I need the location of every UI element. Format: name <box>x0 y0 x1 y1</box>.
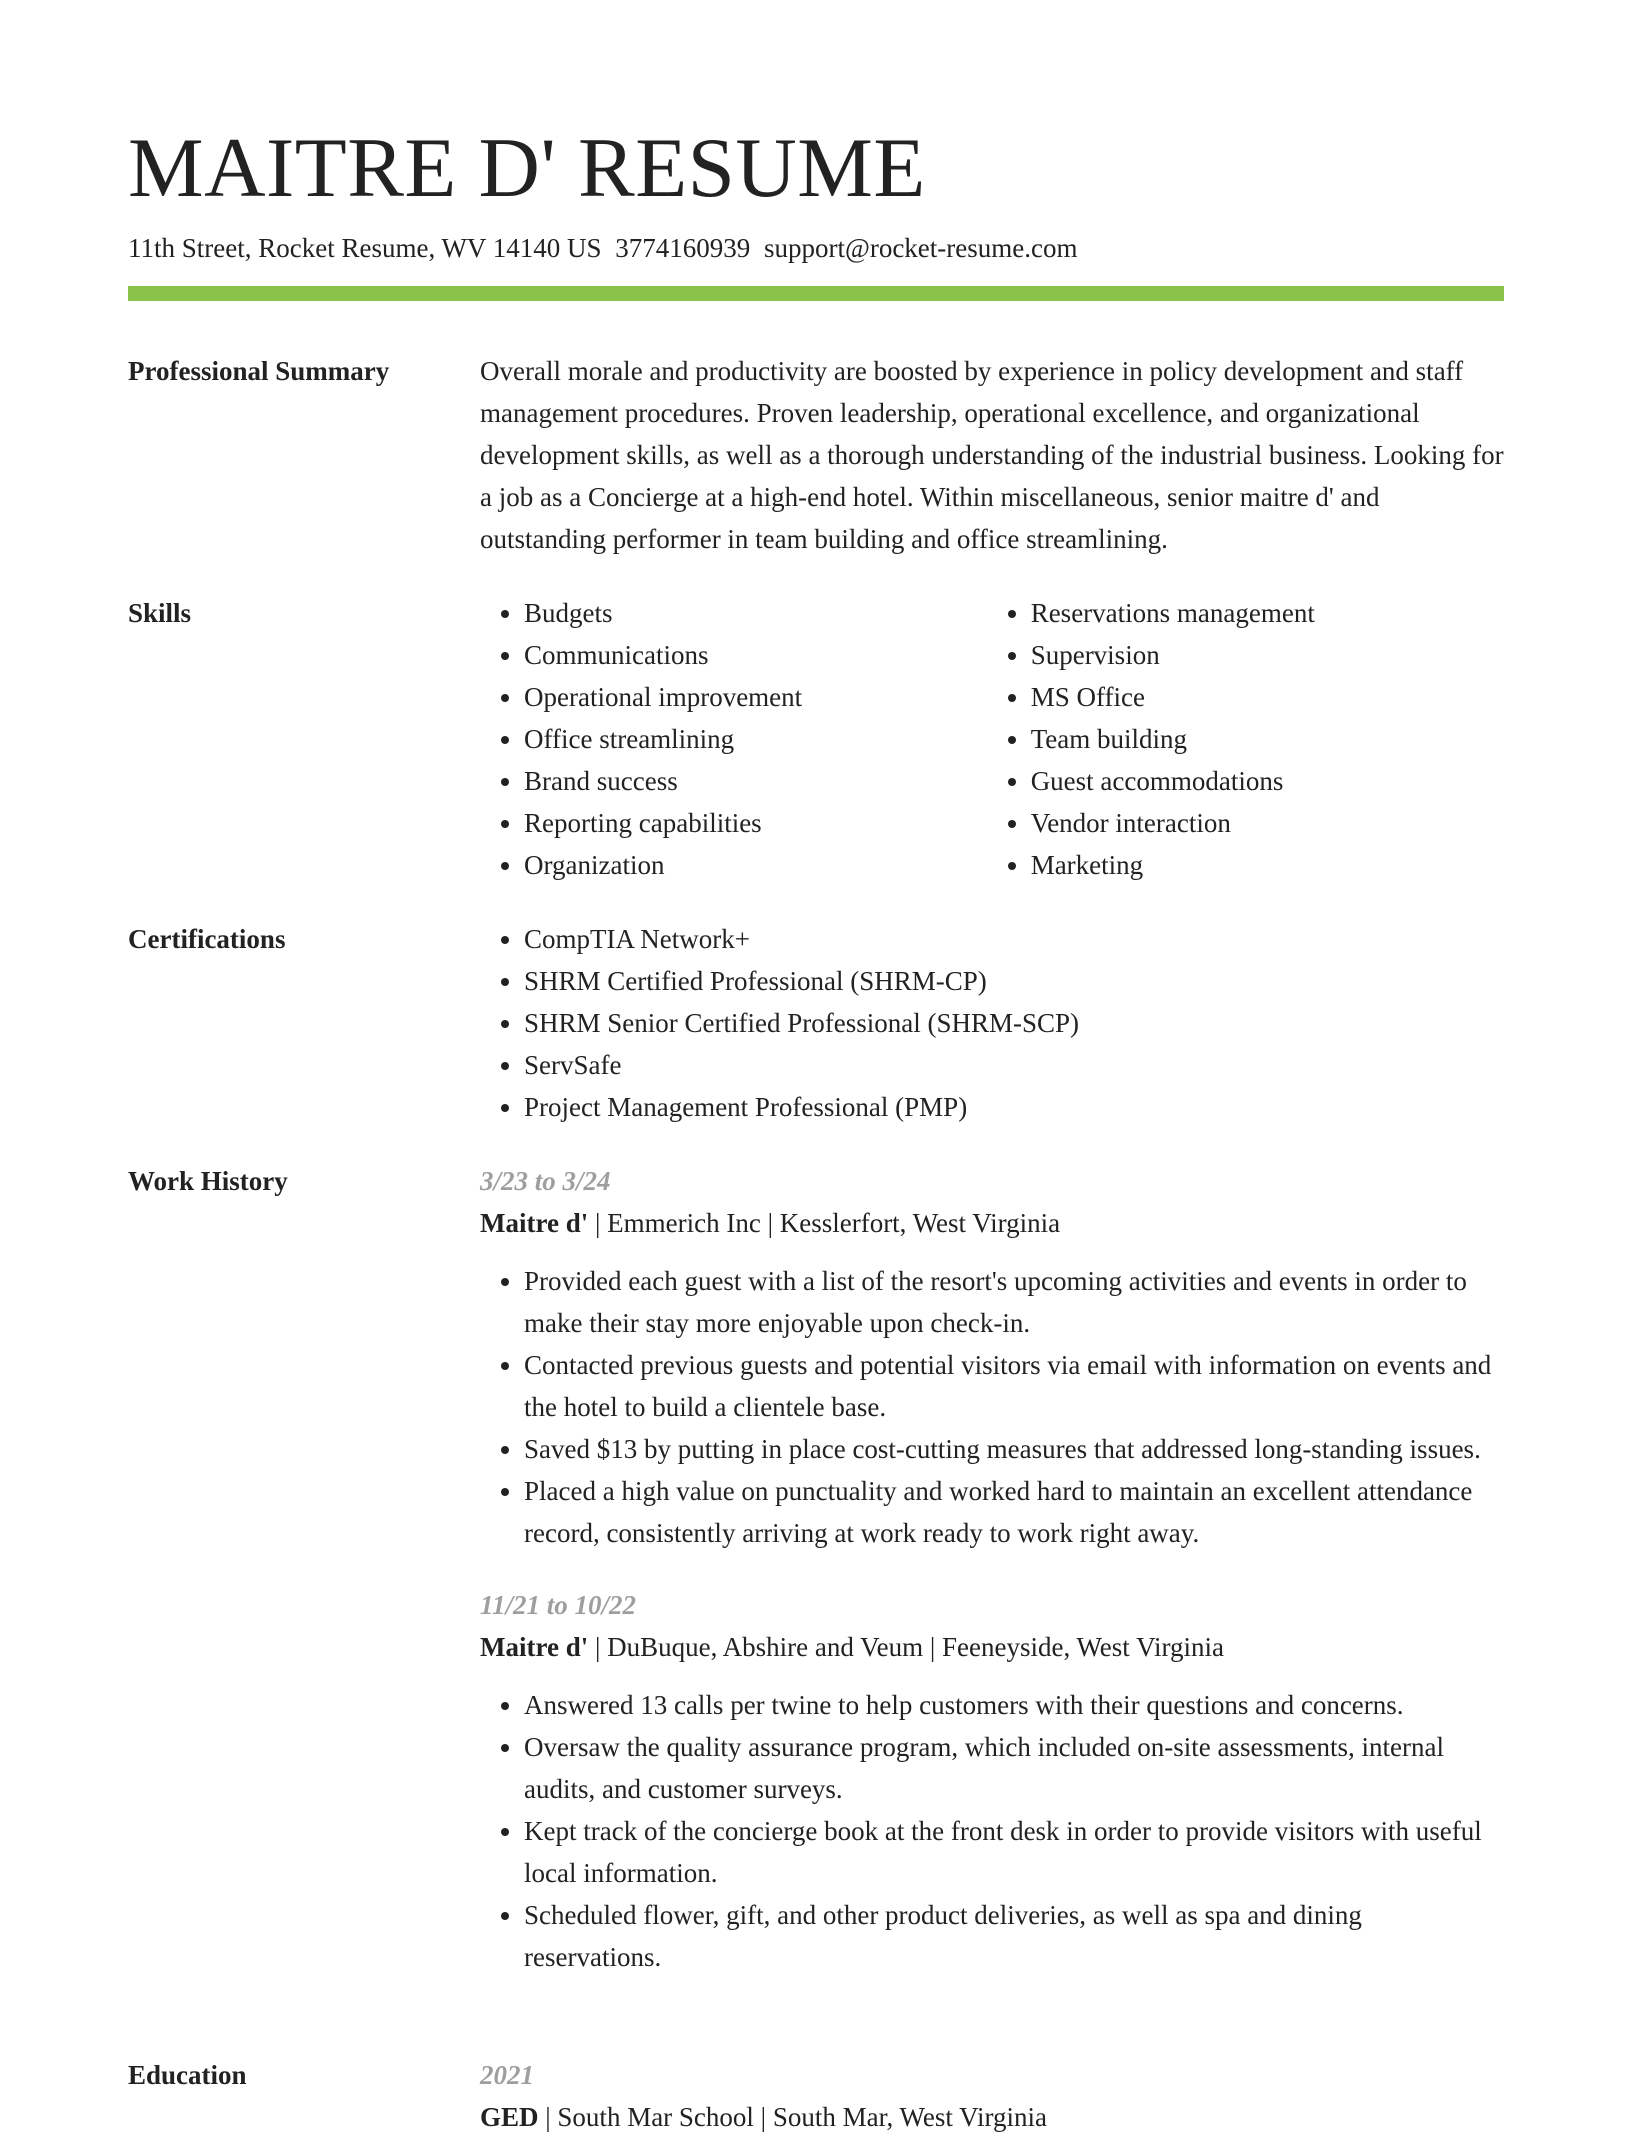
job-title: Maitre d' <box>480 1208 589 1238</box>
section-label-skills: Skills <box>128 598 192 628</box>
section-label-summary: Professional Summary <box>128 356 390 386</box>
job-heading <box>480 1626 1504 1668</box>
skill-item: • Vendor interaction <box>1031 802 1504 844</box>
skill-item: • Reporting capabilities <box>524 802 943 844</box>
skill-item: • MS Office <box>1031 676 1504 718</box>
section-label-certifications: Certifications <box>128 924 286 954</box>
skills-columns <box>480 592 1504 886</box>
email: support@rocket-resume.com <box>763 233 1078 263</box>
certification-item: • ServSafe <box>524 1044 1504 1086</box>
job-entry <box>480 1160 1504 1554</box>
skills-right-list <box>987 592 1504 886</box>
section-label-education: Education <box>128 2060 247 2090</box>
certification-item: • SHRM Senior Certified Professional (SHRM-SCP) <box>524 1002 1504 1044</box>
job-duty-item: • Scheduled flower, gift, and other product deliveries, as well as spa and dining reservations. <box>524 1894 1504 1978</box>
job-dates: 3/23 to 3/24 <box>480 1166 611 1196</box>
job-duty-item: • Saved $13 by putting in place cost-cutting measures that addressed long-standing issues. <box>524 1428 1504 1470</box>
education-heading <box>480 2096 1504 2138</box>
job-duties-list <box>480 1684 1504 1978</box>
certification-item: • CompTIA Network+ <box>524 918 1504 960</box>
job-duty-item: • Answered 13 calls per twine to help customers with their questions and concerns. <box>524 1684 1504 1726</box>
skills-body <box>480 592 1504 886</box>
skill-item: • Operational improvement <box>524 676 943 718</box>
certification-item: • SHRM Certified Professional (SHRM-CP) <box>524 960 1504 1002</box>
education-degree: GED <box>480 2102 539 2132</box>
skill-item: • Budgets <box>524 592 943 634</box>
accent-divider <box>128 286 1504 301</box>
contact-line <box>128 230 1078 266</box>
job-employer-location: | DuBuque, Abshire and Veum | Feeneyside, West Virginia <box>588 1632 1224 1662</box>
summary-text: Overall morale and productivity are boosted by experience in policy development and staff management procedures. Proven leadership, operational excellence, and organizational development skills, as well as a thorough understanding of the industrial business. Looking for a job as a Concierge at a high-end hotel. Within miscellaneous, senior maitre d' and outstanding performer in team building and office streamlining. <box>480 356 1504 554</box>
job-entry <box>480 1584 1504 1978</box>
skill-item: • Supervision <box>1031 634 1504 676</box>
certifications-body <box>480 918 1504 1128</box>
job-duty-item: • Contacted previous guests and potential visitors via email with information on events and the hotel to build a clientele base. <box>524 1344 1504 1428</box>
phone: 3774160939 <box>615 233 751 263</box>
skills-left-list <box>480 592 943 886</box>
skill-item: • Marketing <box>1031 844 1504 886</box>
summary-body <box>480 350 1504 560</box>
education-year: 2021 <box>480 2060 534 2090</box>
job-title: Maitre d' <box>480 1632 589 1662</box>
skill-item: • Team building <box>1031 718 1504 760</box>
skill-item: • Reservations management <box>1031 592 1504 634</box>
skill-item: • Office streamlining <box>524 718 943 760</box>
job-heading <box>480 1202 1504 1244</box>
resume-title: MAITRE D' RESUME <box>128 121 926 215</box>
section-label-work-history: Work History <box>128 1166 288 1196</box>
education-school-location: | South Mar School | South Mar, West Virginia <box>538 2102 1047 2132</box>
skill-item: • Brand success <box>524 760 943 802</box>
job-employer-location: | Emmerich Inc | Kesslerfort, West Virginia <box>588 1208 1061 1238</box>
address: 11th Street, Rocket Resume, WV 14140 US <box>128 233 602 263</box>
certifications-list <box>480 918 1504 1128</box>
job-duty-item: • Placed a high value on punctuality and worked hard to maintain an excellent attendance record, consistently arriving at work ready to work right away. <box>524 1470 1504 1554</box>
job-dates: 11/21 to 10/22 <box>480 1590 637 1620</box>
job-duty-item: • Oversaw the quality assurance program, which included on-site assessments, internal audits, and customer surveys. <box>524 1726 1504 1810</box>
job-duty-item: • Provided each guest with a list of the resort's upcoming activities and events in order to make their stay more enjoyable upon check-in. <box>524 1260 1504 1344</box>
skill-item: • Organization <box>524 844 943 886</box>
certification-item: • Project Management Professional (PMP) <box>524 1086 1504 1128</box>
job-duties-list <box>480 1260 1504 1554</box>
job-duty-item: • Kept track of the concierge book at the front desk in order to provide visitors with useful local information. <box>524 1810 1504 1894</box>
skill-item: • Communications <box>524 634 943 676</box>
skill-item: • Guest accommodations <box>1031 760 1504 802</box>
work-history-body <box>480 1160 1504 1978</box>
education-body <box>480 2054 1504 2154</box>
